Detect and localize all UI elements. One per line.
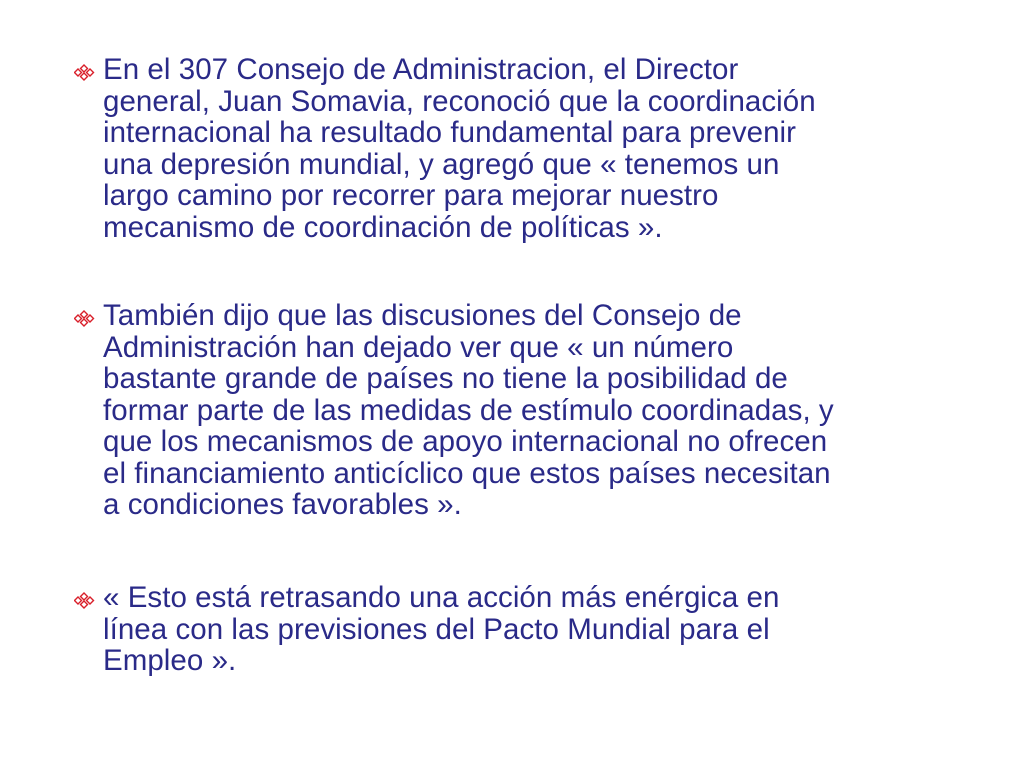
text-line: a condiciones favorables ». [103, 488, 462, 521]
bullet-item-1 [68, 54, 968, 243]
diamond-bullet-icon [74, 308, 104, 338]
text-line: Administración han dejado ver que « un número [103, 330, 734, 364]
bullet-text-2 [103, 300, 968, 521]
text-line: que los mecanismos de apoyo internacional no ofrecen [103, 425, 828, 458]
text-line: internacional ha resultado fundamental para prevenir [103, 116, 797, 149]
text-line: En el 307 Consejo de Administracion, el Director [103, 53, 739, 86]
text-line: largo camino por recorrer para mejorar nuestro [103, 179, 719, 212]
text-line: general, Juan Somavia, reconoció que la coordinación [103, 84, 816, 118]
text-line: « Esto está retrasando una acción más enérgica en [103, 581, 780, 614]
diamond-bullet-icon [74, 62, 104, 92]
text-line: formar parte de las medidas de estímulo coordinadas, y [103, 393, 834, 427]
text-line: mecanismo de coordinación de políticas ». [103, 210, 663, 244]
text-line: el financiamiento anticíclico que estos países necesitan [103, 456, 831, 490]
bullet-text-3 [103, 582, 968, 677]
bullet-text-1 [103, 54, 968, 243]
text-line: También dijo que las discusiones del Consejo de [103, 299, 742, 332]
text-line: una depresión mundial, y agregó que « tenemos un [103, 147, 780, 181]
text-line: línea con las previsiones del Pacto Mundial para el [103, 612, 770, 646]
text-line: bastante grande de países no tiene la posibilidad de [103, 362, 788, 395]
diamond-bullet-icon [74, 590, 104, 620]
bullet-item-2 [68, 300, 968, 521]
text-line: Empleo ». [103, 644, 237, 677]
bullet-item-3 [68, 582, 968, 677]
